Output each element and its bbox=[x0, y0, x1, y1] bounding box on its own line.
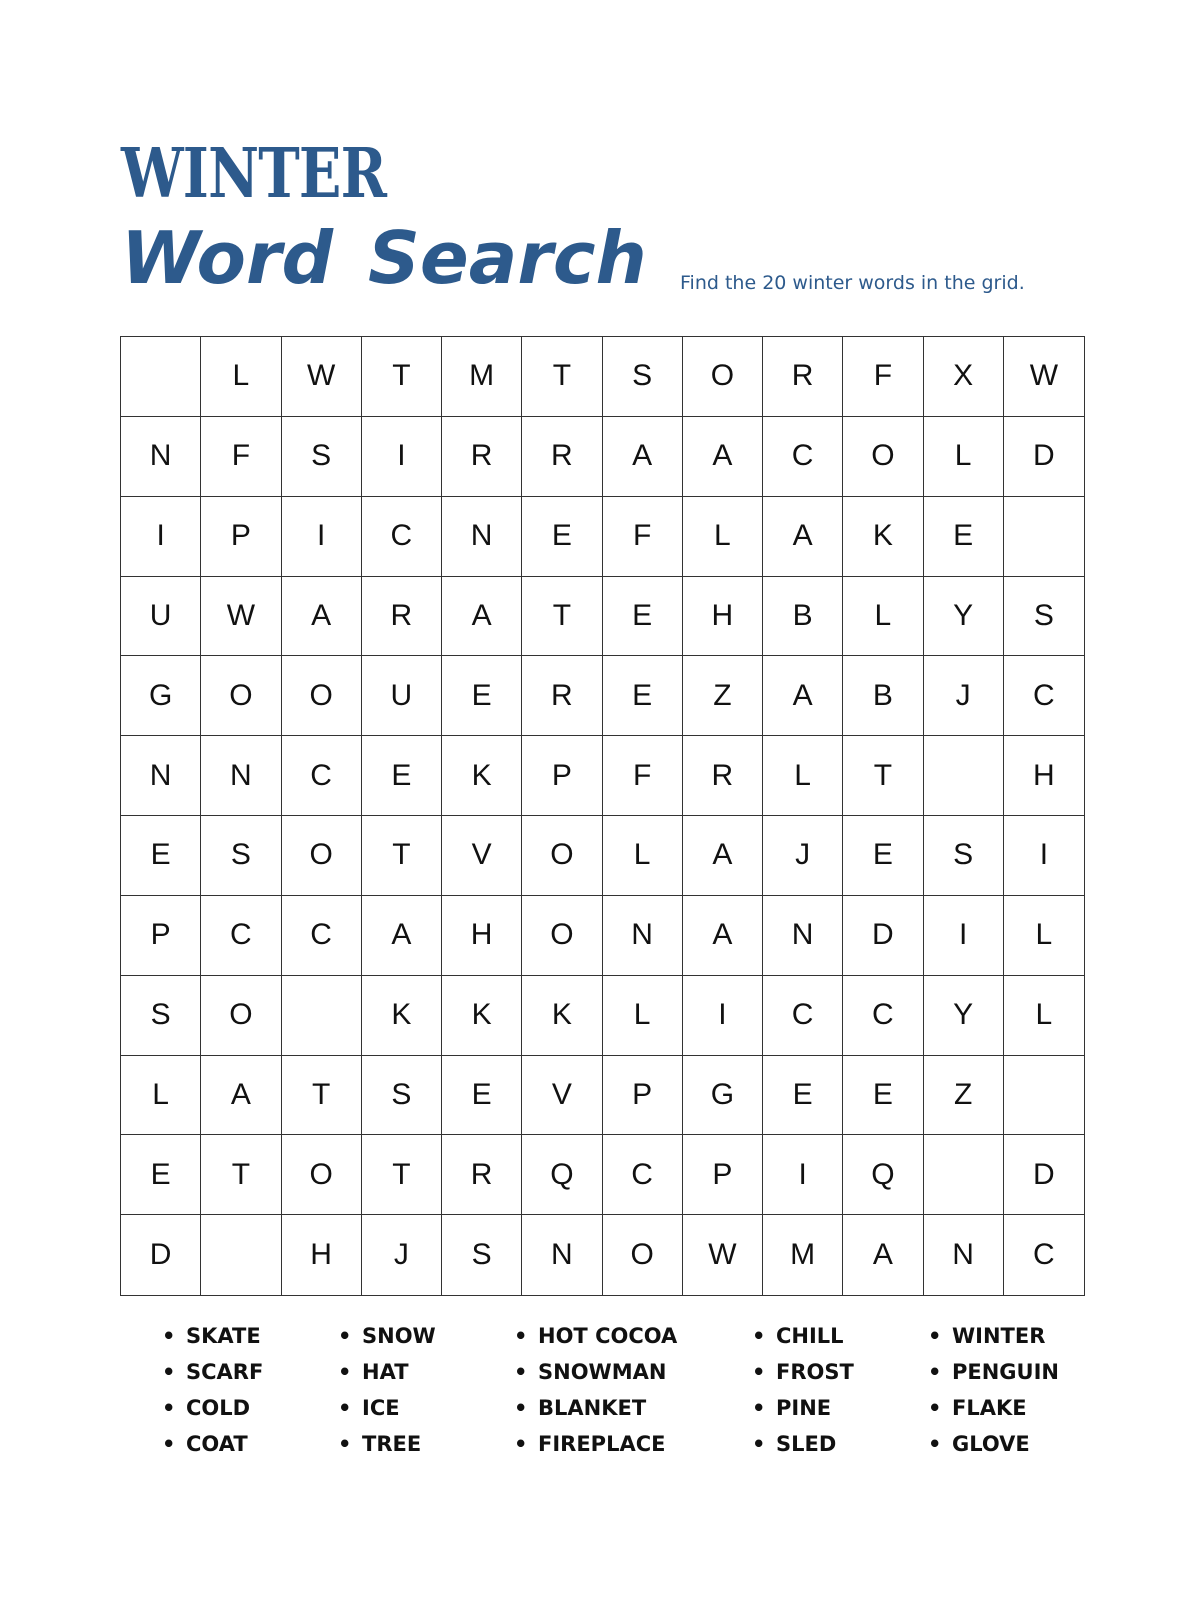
grid-cell[interactable]: E bbox=[843, 1056, 923, 1136]
word-label: SNOWMAN bbox=[538, 1360, 667, 1384]
word-column bbox=[928, 1318, 1059, 1462]
grid-cell[interactable]: R bbox=[442, 1135, 522, 1215]
grid-cell[interactable]: O bbox=[683, 337, 763, 417]
grid-cell[interactable]: G bbox=[121, 656, 201, 736]
grid-cell[interactable] bbox=[201, 1215, 281, 1295]
grid-cell[interactable] bbox=[924, 736, 1004, 816]
grid-cell[interactable]: L bbox=[843, 577, 923, 657]
grid-cell[interactable]: H bbox=[442, 896, 522, 976]
word-label: ICE bbox=[362, 1396, 400, 1420]
grid-cell[interactable]: K bbox=[442, 976, 522, 1056]
word-list-item bbox=[338, 1426, 436, 1462]
grid-cell[interactable]: C bbox=[201, 896, 281, 976]
grid-cell[interactable]: H bbox=[683, 577, 763, 657]
grid-cell[interactable]: C bbox=[603, 1135, 683, 1215]
bullet-icon: • bbox=[752, 1432, 766, 1456]
word-list-item bbox=[338, 1390, 436, 1426]
grid-cell[interactable]: U bbox=[362, 656, 442, 736]
grid-cell[interactable]: I bbox=[683, 976, 763, 1056]
word-list-item bbox=[928, 1426, 1059, 1462]
word-column bbox=[752, 1318, 854, 1462]
grid-cell[interactable]: L bbox=[603, 976, 683, 1056]
grid-cell[interactable]: A bbox=[442, 577, 522, 657]
grid-cell[interactable]: L bbox=[201, 337, 281, 417]
grid-cell[interactable]: A bbox=[362, 896, 442, 976]
grid-cell[interactable]: F bbox=[201, 417, 281, 497]
grid-cell[interactable]: I bbox=[763, 1135, 843, 1215]
grid-cell[interactable]: O bbox=[282, 656, 362, 736]
grid-cell[interactable]: O bbox=[843, 417, 923, 497]
word-list-item bbox=[162, 1390, 263, 1426]
grid-cell[interactable]: L bbox=[603, 816, 683, 896]
grid-cell[interactable]: P bbox=[603, 1056, 683, 1136]
grid-cell[interactable]: F bbox=[603, 736, 683, 816]
word-label: FROST bbox=[776, 1360, 854, 1384]
grid-cell[interactable]: C bbox=[362, 497, 442, 577]
grid-cell[interactable] bbox=[282, 976, 362, 1056]
word-label: GLOVE bbox=[952, 1432, 1030, 1456]
grid-cell[interactable]: V bbox=[522, 1056, 602, 1136]
bullet-icon: • bbox=[514, 1324, 528, 1348]
grid-cell[interactable]: S bbox=[1004, 577, 1084, 657]
grid-cell[interactable]: L bbox=[1004, 976, 1084, 1056]
grid-cell[interactable]: H bbox=[1004, 736, 1084, 816]
grid-cell[interactable]: T bbox=[843, 736, 923, 816]
grid-cell[interactable]: Q bbox=[843, 1135, 923, 1215]
bullet-icon: • bbox=[928, 1324, 942, 1348]
word-label: PINE bbox=[776, 1396, 832, 1420]
grid-cell[interactable]: M bbox=[442, 337, 522, 417]
word-column bbox=[338, 1318, 436, 1462]
grid-cell[interactable]: V bbox=[442, 816, 522, 896]
grid-cell[interactable]: N bbox=[924, 1215, 1004, 1295]
grid-cell[interactable]: C bbox=[843, 976, 923, 1056]
grid-cell[interactable]: T bbox=[201, 1135, 281, 1215]
word-list-item bbox=[514, 1354, 677, 1390]
word-list-item bbox=[928, 1318, 1059, 1354]
grid-cell[interactable]: U bbox=[121, 577, 201, 657]
word-list-item bbox=[338, 1318, 436, 1354]
bullet-icon: • bbox=[338, 1360, 352, 1384]
grid-cell[interactable]: W bbox=[282, 337, 362, 417]
word-list-item bbox=[928, 1390, 1059, 1426]
grid-cell[interactable]: C bbox=[1033, 1238, 1055, 1272]
grid-cell[interactable]: K bbox=[442, 736, 522, 816]
word-column bbox=[162, 1318, 263, 1462]
grid-cell[interactable]: A bbox=[683, 816, 763, 896]
grid-cell[interactable]: R bbox=[683, 736, 763, 816]
grid-cell[interactable]: R bbox=[522, 656, 602, 736]
grid-cell[interactable]: T bbox=[522, 577, 602, 657]
grid-cell[interactable]: O bbox=[603, 1215, 683, 1295]
grid-cell[interactable]: A bbox=[282, 577, 362, 657]
bullet-icon: • bbox=[752, 1324, 766, 1348]
grid-cell[interactable]: B bbox=[843, 656, 923, 736]
word-list-item bbox=[162, 1426, 263, 1462]
grid-cell[interactable]: T bbox=[362, 337, 442, 417]
grid-cell[interactable]: S bbox=[442, 1215, 522, 1295]
grid-cell[interactable]: A bbox=[763, 656, 843, 736]
grid-cell[interactable]: O bbox=[201, 656, 281, 736]
title-winter: WINTER bbox=[121, 134, 387, 214]
grid-cell[interactable]: E bbox=[442, 1056, 522, 1136]
word-label: PENGUIN bbox=[952, 1360, 1059, 1384]
grid-cell[interactable] bbox=[121, 337, 201, 417]
bullet-icon: • bbox=[338, 1432, 352, 1456]
grid-cell[interactable]: L bbox=[763, 736, 843, 816]
grid-cell[interactable]: S bbox=[282, 417, 362, 497]
word-label: SNOW bbox=[362, 1324, 436, 1348]
grid-cell[interactable]: S bbox=[924, 816, 1004, 896]
bullet-icon: • bbox=[162, 1432, 176, 1456]
bullet-icon: • bbox=[752, 1360, 766, 1384]
grid-cell[interactable]: A bbox=[201, 1056, 281, 1136]
grid-cell[interactable]: L bbox=[924, 417, 1004, 497]
grid-cell[interactable]: T bbox=[522, 337, 602, 417]
grid-cell[interactable]: Y bbox=[924, 577, 1004, 657]
grid-cell[interactable] bbox=[1004, 497, 1084, 577]
grid-cell[interactable]: P bbox=[201, 497, 281, 577]
grid-cell[interactable]: N bbox=[121, 736, 201, 816]
grid-cell[interactable]: C bbox=[282, 896, 362, 976]
grid-cell[interactable]: R bbox=[522, 417, 602, 497]
bullet-icon: • bbox=[162, 1396, 176, 1420]
grid-cell[interactable]: K bbox=[843, 497, 923, 577]
grid-cell[interactable]: L bbox=[1004, 896, 1084, 976]
grid-cell[interactable]: J bbox=[763, 816, 843, 896]
grid-cell[interactable]: J bbox=[924, 656, 1004, 736]
title-word-search: Word Search bbox=[121, 216, 647, 300]
grid-cell[interactable]: O bbox=[522, 896, 602, 976]
word-list-item bbox=[514, 1426, 677, 1462]
word-label: HAT bbox=[362, 1360, 409, 1384]
grid-cell[interactable]: S bbox=[201, 816, 281, 896]
grid-cell[interactable]: F bbox=[603, 497, 683, 577]
grid-cell[interactable]: R bbox=[763, 337, 843, 417]
grid-cell[interactable]: C bbox=[763, 976, 843, 1056]
bullet-icon: • bbox=[928, 1360, 942, 1384]
grid-cell[interactable]: N bbox=[121, 417, 201, 497]
word-column bbox=[514, 1318, 677, 1462]
grid-cell[interactable] bbox=[1004, 1056, 1084, 1136]
grid-cell[interactable]: T bbox=[362, 1135, 442, 1215]
word-list-item bbox=[514, 1390, 677, 1426]
grid-cell[interactable]: Q bbox=[522, 1135, 602, 1215]
grid-cell[interactable]: P bbox=[522, 736, 602, 816]
grid-cell[interactable]: Z bbox=[924, 1056, 1004, 1136]
grid-cell[interactable]: C bbox=[763, 417, 843, 497]
grid-cell[interactable]: G bbox=[683, 1056, 763, 1136]
bullet-icon: • bbox=[928, 1396, 942, 1420]
grid-cell[interactable]: L bbox=[121, 1056, 201, 1136]
bullet-icon: • bbox=[514, 1432, 528, 1456]
grid-cell[interactable]: T bbox=[282, 1056, 362, 1136]
grid-cell[interactable]: N bbox=[201, 736, 281, 816]
grid-cell[interactable]: M bbox=[763, 1215, 843, 1295]
grid-cell[interactable]: I bbox=[1004, 816, 1084, 896]
word-list-item bbox=[162, 1354, 263, 1390]
grid-cell[interactable]: P bbox=[121, 896, 201, 976]
grid-cell[interactable]: S bbox=[603, 337, 683, 417]
grid-cell[interactable]: K bbox=[362, 976, 442, 1056]
word-label: TREE bbox=[362, 1432, 422, 1456]
grid-cell[interactable]: N bbox=[522, 1215, 602, 1295]
grid-cell[interactable]: L bbox=[683, 497, 763, 577]
grid-cell[interactable]: O bbox=[201, 976, 281, 1056]
word-label: CHILL bbox=[776, 1324, 844, 1348]
grid-cell[interactable]: A bbox=[763, 497, 843, 577]
grid-cell[interactable]: E bbox=[603, 656, 683, 736]
grid-cell[interactable]: O bbox=[282, 1135, 362, 1215]
grid-cell[interactable]: E bbox=[442, 656, 522, 736]
word-list-item bbox=[338, 1354, 436, 1390]
grid-cell[interactable]: E bbox=[362, 736, 442, 816]
grid-cell[interactable]: J bbox=[362, 1215, 442, 1295]
word-label: FLAKE bbox=[952, 1396, 1027, 1420]
grid-cell[interactable]: N bbox=[603, 896, 683, 976]
grid-cell[interactable]: S bbox=[121, 976, 201, 1056]
letter-grid bbox=[120, 336, 1085, 1296]
word-label: HOT COCOA bbox=[538, 1324, 678, 1348]
word-label: FIREPLACE bbox=[538, 1432, 666, 1456]
grid-cell[interactable]: X bbox=[924, 337, 1004, 417]
grid-cell[interactable]: A bbox=[603, 417, 683, 497]
word-list-item bbox=[752, 1318, 854, 1354]
grid-cell[interactable]: E bbox=[603, 577, 683, 657]
word-label: SKATE bbox=[186, 1324, 261, 1348]
grid-cell[interactable]: B bbox=[763, 577, 843, 657]
grid-cell[interactable]: C bbox=[282, 736, 362, 816]
grid-cell[interactable]: E bbox=[121, 1135, 201, 1215]
bullet-icon: • bbox=[514, 1360, 528, 1384]
grid-cell[interactable]: E bbox=[924, 497, 1004, 577]
word-label: BLANKET bbox=[538, 1396, 647, 1420]
grid-cell[interactable]: I bbox=[282, 497, 362, 577]
grid-cell[interactable]: W bbox=[201, 577, 281, 657]
grid-cell[interactable]: T bbox=[362, 816, 442, 896]
grid-cell[interactable]: I bbox=[924, 896, 1004, 976]
grid-cell[interactable]: A bbox=[683, 417, 763, 497]
bullet-icon: • bbox=[752, 1396, 766, 1420]
grid-cell[interactable]: H bbox=[282, 1215, 362, 1295]
grid-cell[interactable]: W bbox=[683, 1215, 763, 1295]
grid-cell[interactable]: E bbox=[121, 816, 201, 896]
word-list-item bbox=[928, 1354, 1059, 1390]
grid-cell[interactable]: D bbox=[843, 896, 923, 976]
grid-cell[interactable]: R bbox=[362, 577, 442, 657]
grid-cell[interactable]: Z bbox=[683, 656, 763, 736]
grid-cell[interactable]: Y bbox=[924, 976, 1004, 1056]
grid-cell[interactable]: R bbox=[442, 417, 522, 497]
word-list-item bbox=[752, 1390, 854, 1426]
word-label: SCARF bbox=[186, 1360, 264, 1384]
grid-cell[interactable]: E bbox=[843, 816, 923, 896]
grid-cell[interactable]: O bbox=[282, 816, 362, 896]
grid-cell[interactable]: D bbox=[1004, 417, 1084, 497]
word-label: WINTER bbox=[952, 1324, 1046, 1348]
grid-cell[interactable]: A bbox=[843, 1215, 923, 1295]
bullet-icon: • bbox=[928, 1432, 942, 1456]
word-label: SLED bbox=[776, 1432, 837, 1456]
grid-cell[interactable]: D bbox=[121, 1215, 201, 1295]
grid-cell[interactable]: D bbox=[1004, 1135, 1084, 1215]
grid-cell[interactable]: C bbox=[1004, 656, 1084, 736]
grid-cell[interactable]: I bbox=[121, 497, 201, 577]
instructions: Find the 20 winter words in the grid. bbox=[680, 272, 1025, 294]
grid-cell[interactable]: A bbox=[683, 896, 763, 976]
grid-cell[interactable]: F bbox=[843, 337, 923, 417]
word-label: COLD bbox=[186, 1396, 251, 1420]
bullet-icon: • bbox=[514, 1396, 528, 1420]
grid-cell[interactable]: N bbox=[763, 896, 843, 976]
word-list-item bbox=[514, 1318, 677, 1354]
grid-cell[interactable]: E bbox=[522, 497, 602, 577]
grid-cell[interactable]: O bbox=[522, 816, 602, 896]
grid-cell[interactable]: P bbox=[683, 1135, 763, 1215]
grid-cell[interactable]: K bbox=[522, 976, 602, 1056]
word-label: COAT bbox=[186, 1432, 248, 1456]
bullet-icon: • bbox=[338, 1324, 352, 1348]
grid-cell[interactable]: N bbox=[442, 497, 522, 577]
bullet-icon: • bbox=[338, 1396, 352, 1420]
grid-cell[interactable] bbox=[924, 1135, 1004, 1215]
grid-cell[interactable]: W bbox=[1004, 337, 1084, 417]
bullet-icon: • bbox=[162, 1324, 176, 1348]
word-list-item bbox=[752, 1354, 854, 1390]
bullet-icon: • bbox=[162, 1360, 176, 1384]
word-list-item bbox=[162, 1318, 263, 1354]
word-list-item bbox=[752, 1426, 854, 1462]
grid-cell[interactable]: I bbox=[362, 417, 442, 497]
grid-cell[interactable]: S bbox=[362, 1056, 442, 1136]
grid-cell[interactable]: E bbox=[763, 1056, 843, 1136]
